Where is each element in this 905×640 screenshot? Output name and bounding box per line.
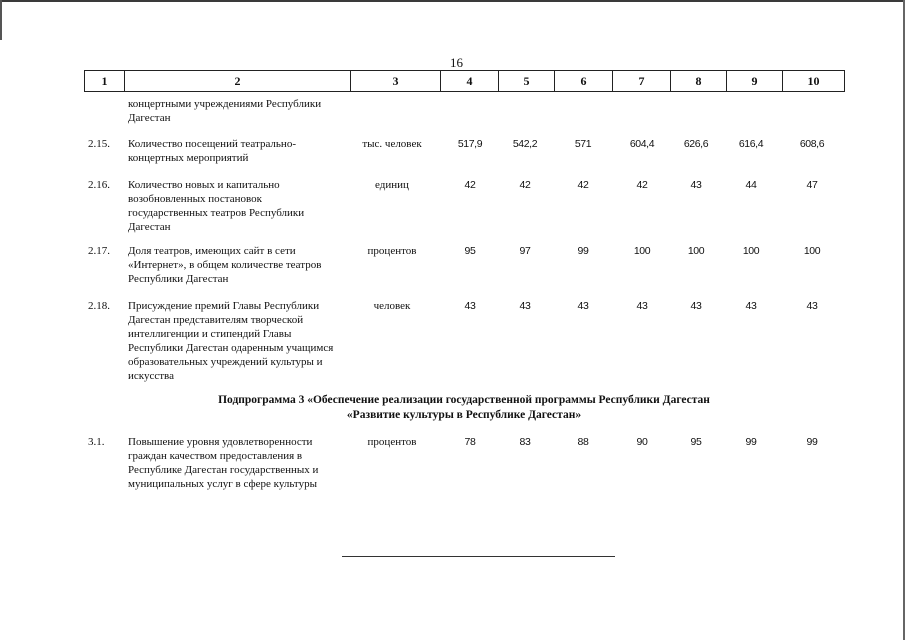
indicator-name: Присуждение премий Главы Республики Дагестан представителям творческой интеллигенции и стипендий Главы Республики Дагестан одаренным учащимся образовательных учреждений культуры и искусства bbox=[128, 300, 334, 382]
value: 43 bbox=[745, 300, 757, 312]
value: 626,6 bbox=[683, 138, 709, 150]
value: 43 bbox=[577, 300, 589, 312]
value: 43 bbox=[519, 300, 531, 312]
table-header-frame bbox=[84, 70, 844, 92]
value: 43 bbox=[464, 300, 476, 312]
value: 517,9 bbox=[457, 138, 483, 150]
indicator-name: Повышение уровня удовлетворенности граждан качеством предоставления в Республике Дагестан государственных и муниципальных услуг в сфере культуры bbox=[128, 436, 319, 490]
value: 100 bbox=[742, 245, 760, 257]
col-header-3: 3 bbox=[351, 71, 441, 92]
value: 97 bbox=[519, 245, 531, 257]
value: 44 bbox=[745, 179, 757, 191]
value: 42 bbox=[636, 179, 648, 191]
value: 99 bbox=[745, 436, 757, 448]
value: 616,4 bbox=[738, 138, 764, 150]
row-number: 2.16. bbox=[88, 179, 110, 191]
page-number: 16 bbox=[450, 55, 463, 70]
row-number: 2.17. bbox=[88, 245, 110, 257]
value: 100 bbox=[803, 245, 821, 257]
indicator-name: Доля театров, имеющих сайт в сети «Интернет», в общем количестве театров Республики Дагестан bbox=[128, 245, 322, 285]
col-header-5: 5 bbox=[499, 71, 555, 92]
value: 78 bbox=[464, 436, 476, 448]
value: 43 bbox=[636, 300, 648, 312]
value: 43 bbox=[690, 300, 702, 312]
value: 95 bbox=[464, 245, 476, 257]
column-header-table bbox=[84, 70, 845, 92]
col-header-1: 1 bbox=[85, 71, 125, 92]
header-row bbox=[85, 71, 845, 92]
scan-edge-top bbox=[0, 0, 905, 2]
unit: процентов bbox=[367, 245, 417, 257]
continuation-text: концертными учреждениями Республики Дагестан bbox=[128, 98, 322, 124]
subprogram-title bbox=[84, 393, 844, 423]
col-header-2: 2 bbox=[125, 71, 351, 92]
value: 99 bbox=[577, 245, 589, 257]
unit: тыс. человек bbox=[362, 138, 422, 150]
footer-rule bbox=[342, 556, 615, 557]
value: 99 bbox=[806, 436, 818, 448]
col-header-10: 10 bbox=[783, 71, 845, 92]
value: 95 bbox=[690, 436, 702, 448]
col-header-8: 8 bbox=[671, 71, 727, 92]
value: 42 bbox=[519, 179, 531, 191]
indicator-name: Количество посещений театрально-концертных мероприятий bbox=[128, 138, 296, 164]
row-number: 3.1. bbox=[88, 436, 105, 448]
unit: процентов bbox=[367, 436, 417, 448]
value: 42 bbox=[577, 179, 589, 191]
row-number: 2.18. bbox=[88, 300, 110, 312]
value: 88 bbox=[577, 436, 589, 448]
value: 43 bbox=[806, 300, 818, 312]
col-header-7: 7 bbox=[613, 71, 671, 92]
indicator-name: Количество новых и капитально возобновленных постановок государственных театров Республики Дагестан bbox=[128, 179, 305, 233]
value: 604,4 bbox=[629, 138, 655, 150]
value: 100 bbox=[687, 245, 705, 257]
subprogram-title-line-1: Подпрограмма 3 «Обеспечение реализации государственной программы Республики Дагестан bbox=[218, 394, 710, 406]
value: 43 bbox=[690, 179, 702, 191]
subprogram-title-line-2: «Развитие культуры в Республике Дагестан» bbox=[346, 409, 582, 421]
col-header-4: 4 bbox=[441, 71, 499, 92]
col-header-6: 6 bbox=[555, 71, 613, 92]
unit: единиц bbox=[375, 179, 409, 191]
value: 83 bbox=[519, 436, 531, 448]
value: 42 bbox=[464, 179, 476, 191]
row-number: 2.15. bbox=[88, 138, 110, 150]
value: 571 bbox=[574, 138, 592, 150]
value: 90 bbox=[636, 436, 648, 448]
unit: человек bbox=[373, 300, 411, 312]
value: 100 bbox=[633, 245, 651, 257]
value: 608,6 bbox=[799, 138, 825, 150]
value: 542,2 bbox=[512, 138, 538, 150]
scan-edge-left bbox=[0, 0, 2, 40]
col-header-9: 9 bbox=[727, 71, 783, 92]
value: 47 bbox=[806, 179, 818, 191]
